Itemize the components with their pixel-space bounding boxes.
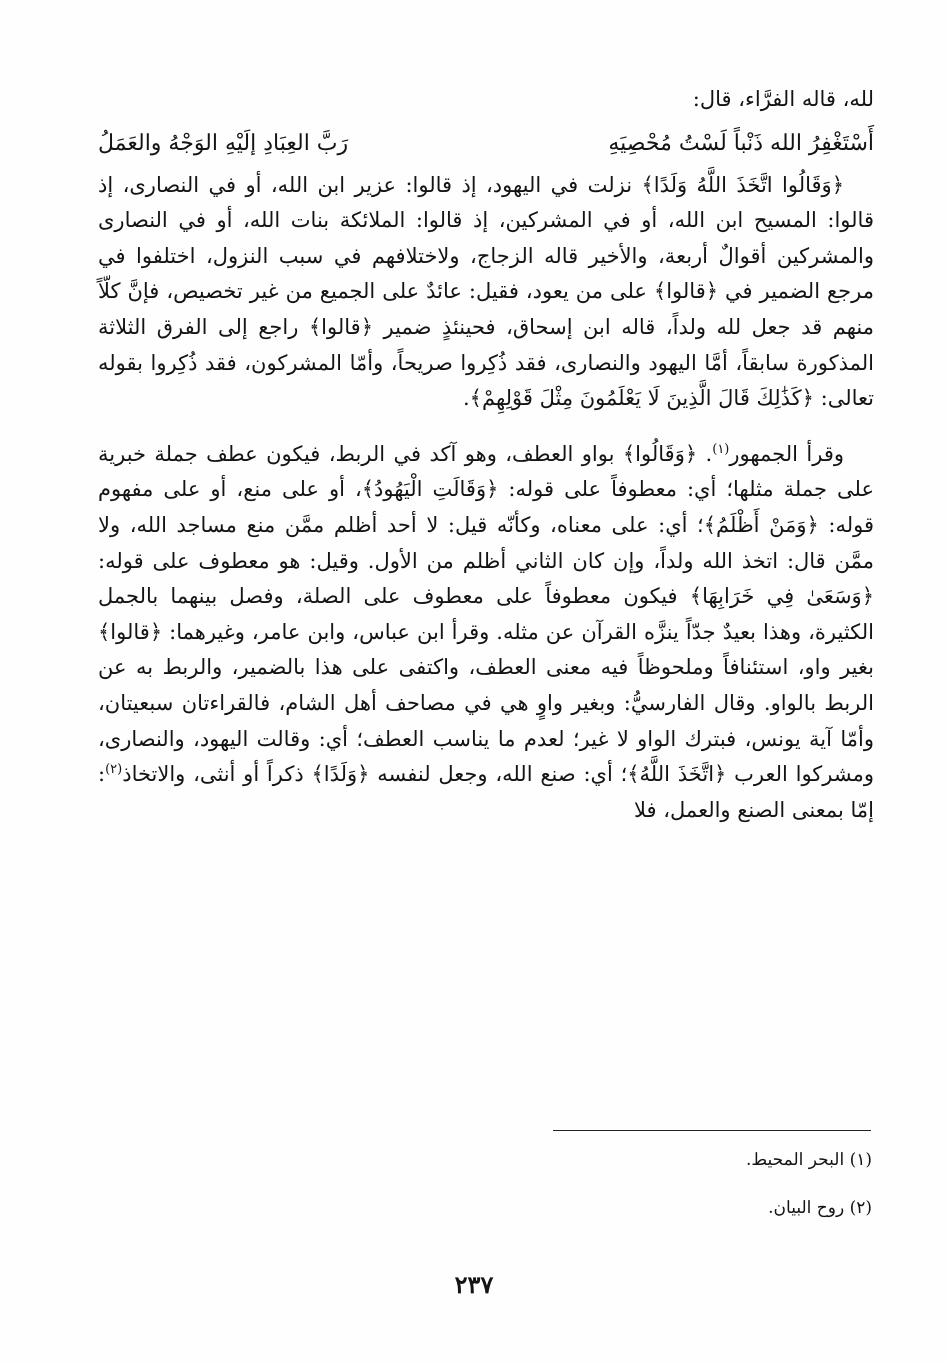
page-number: ٢٣٧ <box>454 1270 494 1299</box>
poem-hemistich-right: أَسْتَغْفِرُ الله ذَنْباً لَسْتُ مُحْصِيَهِ <box>608 130 874 156</box>
footnote-ref-2[interactable]: (٢) <box>105 762 123 778</box>
footnote-1: (١) البحر المحيط. <box>746 1150 872 1170</box>
main-text <box>98 82 874 828</box>
intro-line: لله، قاله الفرَّاء، قال: <box>692 87 874 111</box>
footnotes <box>372 1148 872 1244</box>
paragraph-2-end: : إمّا بمعنى الصنع والعمل، فلا <box>98 762 874 822</box>
footnote-divider <box>553 1130 871 1131</box>
footnote-ref-1[interactable]: (١) <box>712 441 730 457</box>
paragraph-1: ﴿وَقَالُوا اتَّخَذَ اللَّهُ وَلَدًا﴾ نزلت في اليهود، إذ قالوا: عزير ابن الله، أو في النصارى، إذ قالوا: المسيح ابن الله، أو في المشركين، إذ قالوا: الملائكة بنات الله، أو في النصارى والمشركين أقوالٌ أربعة، والأخير قاله الزجاج، ولاختلافهم في سبب النزول، اختلفوا في مرجع الضمير في ﴿قالوا﴾ على من يعود، فقيل: عائدٌ على الجميع من غير تخصيص، فإنَّ كلّاً منهم قد جعل لله ولداً، قاله ابن إسحاق، فحينئذٍ ضمير ﴿قالوا﴾ راجع إلى الفرق الثلاثة المذكورة سابقاً، أمَّا اليهود والنصارى، فقد ذُكِروا صريحاً، وأمّا المشركون، فقد ذُكِروا بقوله تعالى: ﴿كَذَٰلِكَ قَالَ الَّذِينَ لَا يَعْلَمُونَ مِثْلَ قَوْلِهِمْ﴾. <box>98 172 874 411</box>
paragraph-2 <box>98 437 874 829</box>
poem-hemistich-left: رَبَّ العِبَادِ إلَيْهِ الوَجْهُ والعَمَلُ <box>98 130 349 156</box>
paragraph-2-start: وقرأ الجمهور <box>729 441 844 466</box>
footnote-2: (٢) روح البيان. <box>768 1198 872 1218</box>
poem-verse <box>98 124 874 164</box>
paragraph-2-body: . ﴿وَقَالُوا﴾ بواو العطف، وهو آكد في الربط، فيكون عطف جملة خبرية على جملة مثلها؛ أي: معطوفاً على قوله: ﴿وَقَالَتِ الْيَهُودُ﴾، أو على منع، أو على مفهوم قوله: ﴿وَمَنْ أَظْلَمُ﴾؛ أي: على معناه، وكأنّه قيل: لا أحد أظلم ممَّن منع مساجد الله، ولا ممَّن قال: اتخذ الله ولداً، وإن كان الثاني أظلم من الأول. وقيل: هو معطوف على قوله: ﴿وَسَعَىٰ فِي خَرَابِهَا﴾ فيكون معطوفاً على معطوف على الصلة، وفصل بينهما بالجمل الكثيرة، وهذا بعيدٌ جدّاً ينزَّه القرآن عن مثله. وقرأ ابن عباس، وابن عامر، وغيرهما: ﴿قالوا﴾ بغير واو، استئنافاً وملحوظاً فيه معنى العطف، واكتفى على هذا بالضمير، والربط به عن الربط بالواو. وقال الفارسيُّ: وبغير واوٍ هي في مصاحف أهل الشام، فالقراءتان سبعيتان، وأمّا آية يونس، فبترك الواو لا غير؛ لعدم ما يناسب العطف؛ أي: وقالت اليهود، والنصارى، ومشركوا العرب ﴿اتَّخَذَ اللَّهُ﴾؛ أي: صنع الله، وجعل لنفسه ﴿وَلَدًا﴾ ذكراً أو أنثى، والاتخاذ <box>98 441 874 787</box>
